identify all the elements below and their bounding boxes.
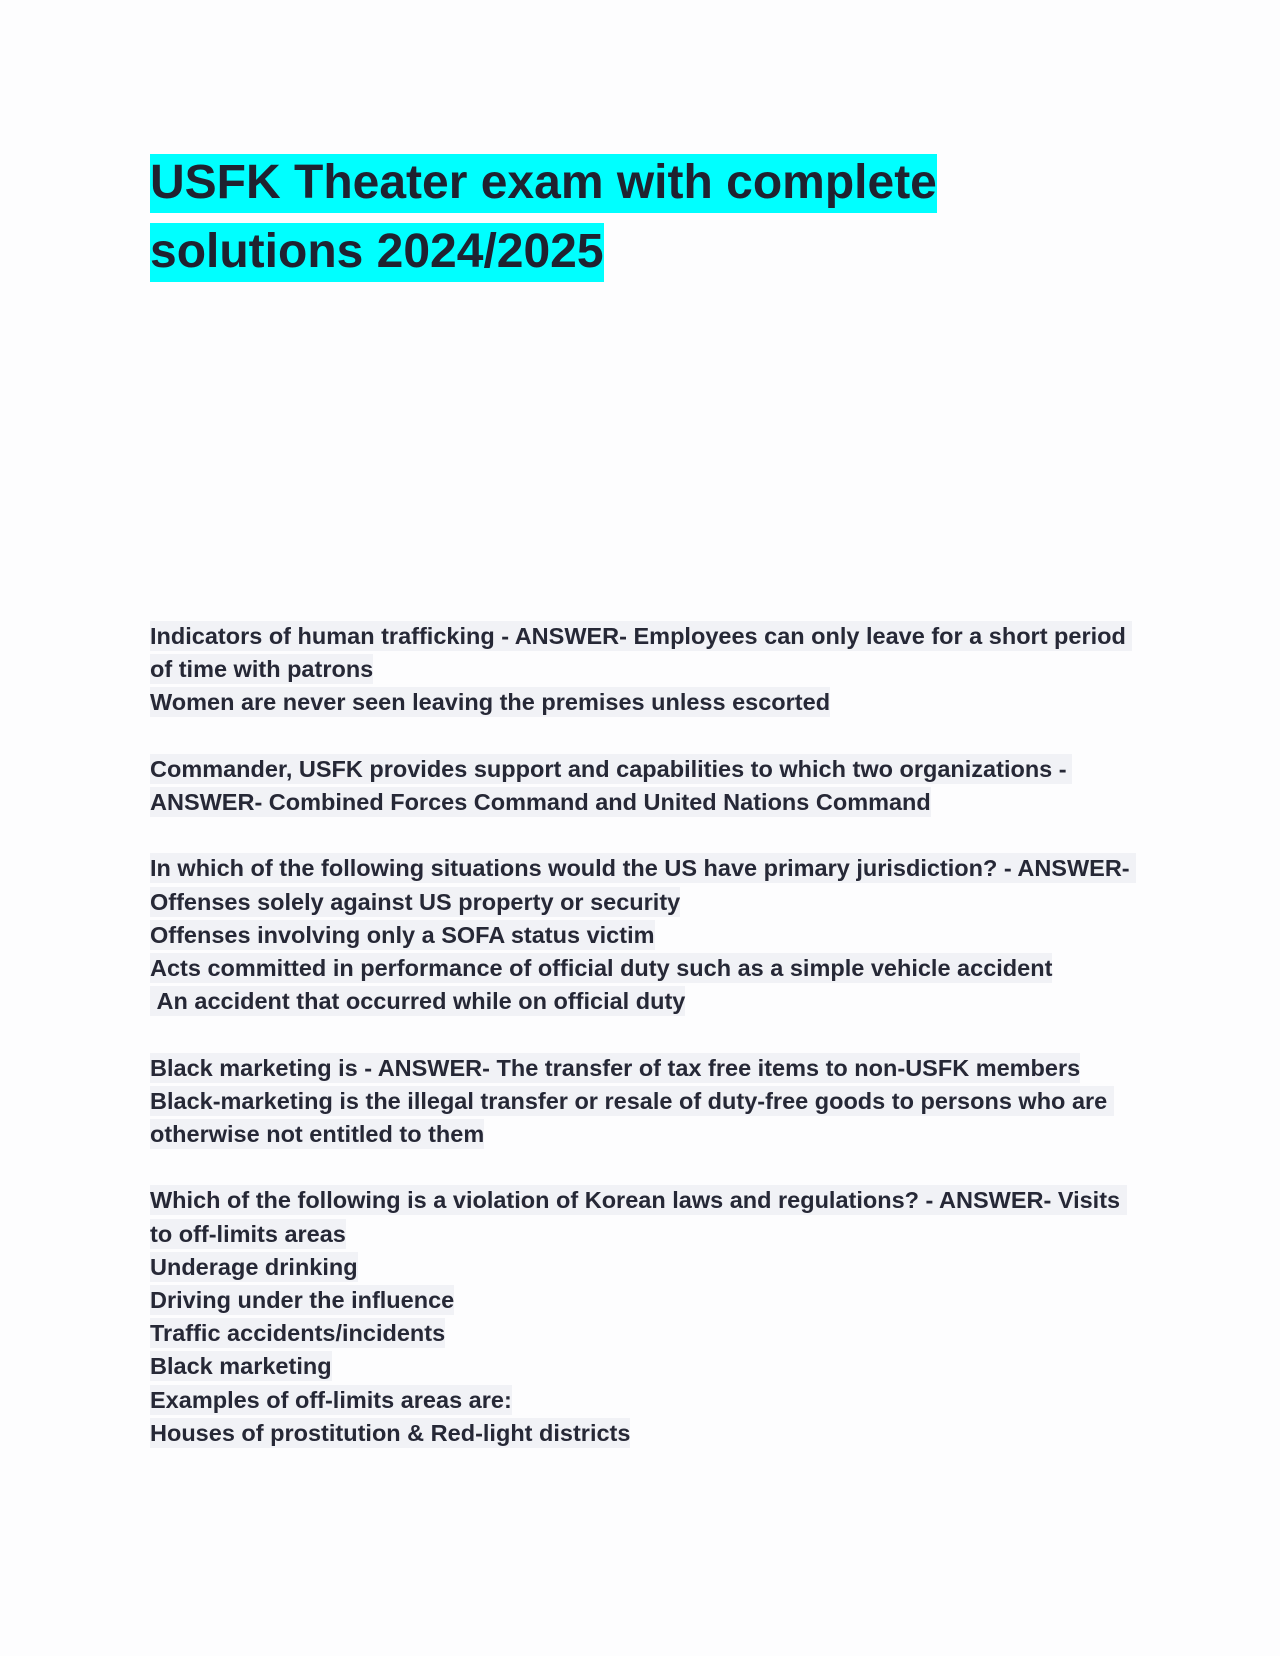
qa-line	[150, 852, 1140, 918]
qa-line-text: An accident that occurred while on official duty	[150, 988, 686, 1015]
qa-line	[150, 1052, 1140, 1085]
qa-content	[150, 620, 1140, 1483]
qa-line-text: Examples of off-limits areas are:	[150, 1386, 512, 1413]
qa-line-text: Acts committed in performance of official duty such as a simple vehicle accident	[150, 955, 1053, 981]
qa-line-text: Black-marketing is the illegal transfer or resale of duty-free goods to persons who are otherwise not entitled to them	[150, 1087, 1114, 1147]
qa-line	[150, 1251, 1140, 1284]
document-title-line-2: solutions 2024/2025	[150, 223, 604, 282]
qa-line-text: Which of the following is a violation of Korean laws and regulations? - ANSWER- Visits to off-limits areas	[150, 1187, 1127, 1247]
qa-line	[150, 1417, 1140, 1450]
qa-line	[150, 1350, 1140, 1383]
qa-line	[150, 1384, 1140, 1417]
qa-line	[150, 1317, 1140, 1350]
qa-line	[150, 952, 1140, 985]
qa-line-text: Black marketing is - ANSWER- The transfer of tax free items to non-USFK members	[150, 1054, 1081, 1081]
qa-line-text: In which of the following situations would the US have primary jurisdiction? - ANSWER- Offenses solely against US property or security	[150, 855, 1137, 915]
qa-line-text: Underage drinking	[150, 1253, 358, 1280]
qa-line	[150, 1184, 1140, 1250]
qa-line-text: Houses of prostitution & Red-light districts	[150, 1419, 631, 1446]
qa-line	[150, 985, 1140, 1018]
document-title	[150, 148, 1130, 286]
qa-line-text: Commander, USFK provides support and capabilities to which two organizations - ANSWER- Combined Forces Command and United Nations Command	[150, 755, 1073, 815]
qa-line-text: Traffic accidents/incidents	[150, 1320, 446, 1347]
qa-block-korean-law-violations	[150, 1184, 1140, 1450]
qa-line	[150, 686, 1140, 719]
qa-block-jurisdiction	[150, 852, 1140, 1018]
document-title-line-1: USFK Theater exam with complete	[150, 154, 937, 213]
qa-line	[150, 1284, 1140, 1317]
qa-block-black-marketing	[150, 1052, 1140, 1152]
qa-line-text: Black marketing	[150, 1353, 332, 1380]
qa-line-text: Indicators of human trafficking - ANSWER- Employees can only leave for a short period of time with patrons	[150, 623, 1133, 683]
qa-line	[150, 620, 1140, 686]
qa-line	[150, 753, 1140, 819]
qa-line	[150, 1085, 1140, 1151]
qa-line-text: Offenses involving only a SOFA status victim	[150, 921, 655, 948]
qa-block-human-trafficking	[150, 620, 1140, 720]
qa-line-text: Women are never seen leaving the premises unless escorted	[150, 689, 831, 716]
qa-line-text: Driving under the influence	[150, 1287, 455, 1313]
qa-line	[150, 919, 1140, 952]
qa-block-commander-usfk	[150, 753, 1140, 819]
